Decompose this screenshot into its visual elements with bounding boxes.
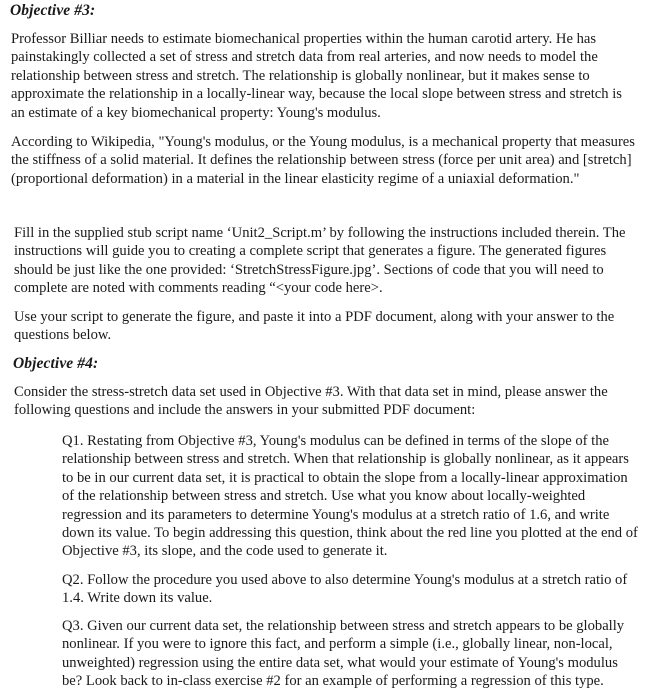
- objective4-question-1: Q1. Restating from Objective #3, Young's modulus can be defined in terms of the slope of the relationship between stress and stretch. When that relationship is globally nonlinear, as it appears to be in our current data set, it is practical to obtain the slope from a locally-linear approximation of the relationship between stress and stretch. Use what you know about locally-weighted regression and its parameters to determine Young's modulus at a stretch ratio of 1.6, and write down its value. To begin addressing this question, think about the red line you plotted at the end of Objective #3, its slope, and the code used to generate it.: [62, 433, 638, 560]
- objective3-paragraph-4: Use your script to generate the figure, and paste it into a PDF document, along with your answer to the questions below.: [14, 309, 615, 344]
- objective3-paragraph-2: According to Wikipedia, "Young's modulus, or the Young modulus, is a mechanical property that measures the stiffness of a solid material. It defines the relationship between stress (force per unit area) and [stretch] (proportional deformation) in a material in the linear elasticity regime of a uniaxial deformation.": [11, 134, 635, 187]
- objective3-paragraph-3: Fill in the supplied stub script name ‘Unit2_Script.m’ by following the instructions included therein. The instructions will guide you to creating a complete script that generates a figure. The generated figures should be just like the one provided: ‘StretchStressFigure.jpg’. Sections of code that you will need to complete are noted with comments reading “<your code here>.: [14, 225, 626, 297]
- objective3-heading: Objective #3:: [10, 2, 96, 19]
- objective4-question-2: Q2. Follow the procedure you used above to also determine Young's modulus at a stretch ratio of 1.4. Write down its value.: [62, 572, 628, 607]
- objective4-intro: Consider the stress-stretch data set used in Objective #3. With that data set in mind, please answer the following questions and include the answers in your submitted PDF document:: [14, 384, 608, 419]
- objective4-question-3: Q3. Given our current data set, the relationship between stress and stretch appears to be globally nonlinear. If you were to ignore this fact, and perform a simple (i.e., globally linear, non-local, unweighted) regression using the entire data set, what would your estimate of Young's modulus be? Look back to in-class exercise #2 for an example of performing a regression of this type.: [62, 618, 625, 690]
- objective3-paragraph-1: Professor Billiar needs to estimate biomechanical properties within the human carotid artery. He has painstakingly collected a set of stress and stretch data from real arteries, and now needs to model the relationship between stress and stretch. The relationship is globally nonlinear, but it makes sense to approximate the relationship in a locally-linear way, because the local slope between stress and stretch is an estimate of a key biomechanical property: Young's modulus.: [11, 31, 622, 121]
- objective4-heading: Objective #4:: [13, 355, 99, 372]
